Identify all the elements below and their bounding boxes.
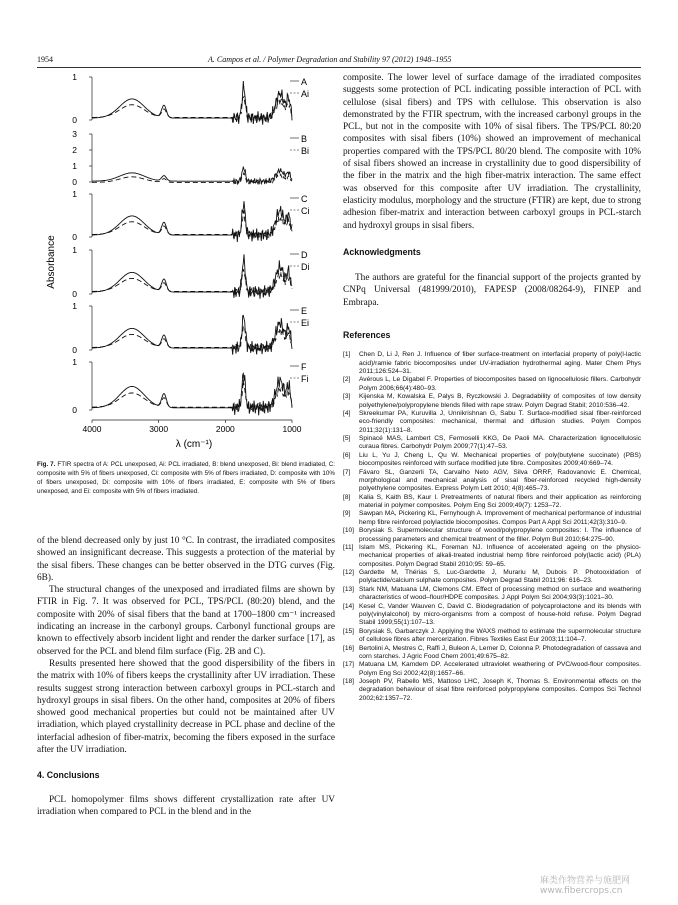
series-label: Fi — [301, 374, 309, 384]
reference-text: Islam MS, Pickering KL, Foreman NJ. Influence of accelerated ageing on the physico-mechanical properties of alkali-treated industrial hemp fibre reinforced poly(lactic acid) (PLA) composites. Polym Degrad Stabil 2010;95: 59–65. — [359, 544, 641, 568]
series-label: E — [301, 306, 308, 316]
reference-item — [343, 469, 641, 494]
y-tick-label: 1 — [72, 189, 77, 199]
header-rule — [37, 67, 641, 68]
paragraph: Results presented here showed that the good dispersibility of the fibers in the matrix with 10% of fibers keeps the crystallinity after UV irradiation. These results suggest strong interaction between carboxyl groups in PCL-starch and hydroxyl groups in sisal fibers. On the other hand, composites at 20% of fibers showed good mechanical properties but could not be maintained after UV irradiation, which played crystallinity decrease in PCL phase and decline of the interfacial adhesion of fiber-matrix, becoming the fibers exposed in the surface after the UV irradiation. — [37, 658, 335, 756]
series-label: A — [301, 77, 308, 87]
reference-text: Avérous L, Le Digabel F. Properties of biocomposites based on lignocellulosic fillers. Carbohydr Polym 2006;66(4):480–93. — [359, 376, 641, 392]
reference-item — [343, 569, 641, 586]
y-tick-label: 0 — [72, 177, 77, 187]
reference-item — [343, 527, 641, 544]
ftir-panel — [72, 301, 309, 355]
reference-text: Fávaro SL, Ganzerli TA, Carvalho Neto AGV, Silva ORRF, Radovanovic E. Chemical, morphological and mechanical analysis of sisal fiber-reinforced recycled high-density polyethylene composites. Express Polym Lett 2010; 4(8):465–73. — [359, 468, 641, 493]
paragraph: The structural changes of the unexposed and irradiated films are shown by FTIR in Fig. 7. It was observed for PCL, TPS/PCL (80:20) blend, and the composite with 20% of sisal fibers that the band at 1700–1800 cm⁻¹ increased indicating an increase in the carbonyl groups. Carbonyl functional groups are known to effectively absorb incident light and render the darker surface [17], as observed for the PCL and blend film surface (Fig. 2B and C). — [37, 585, 335, 657]
ack-heading: Acknowledgments — [343, 246, 421, 257]
reference-item — [343, 510, 641, 527]
reference-number: [14] — [343, 602, 354, 610]
reference-number: [3] — [343, 393, 351, 401]
y-tick-label: 1 — [72, 357, 77, 367]
spectrum-irradiated — [92, 173, 292, 184]
series-label: Bi — [301, 146, 310, 156]
ftir-figure — [37, 72, 337, 452]
y-tick-label: 1 — [72, 161, 77, 171]
reference-text: Gardette M, Thérias S, Luc-Gardette J, Murariu M, Dubois P. Photooxidation of polylactide/calcium sulphate composites. Polym Degrad Stabil 2011;96: 616–23. — [359, 569, 641, 585]
reference-number: [12] — [343, 569, 354, 577]
x-tick-label: 4000 — [82, 424, 102, 434]
ack-paragraph: The authors are grateful for the financial support of the projects granted by CNPq Universal (481999/2010), FAPESP (2008/08264-9), FINEP and Embrapa. — [343, 273, 641, 308]
ftir-panel — [72, 129, 309, 187]
y-tick-label: 3 — [72, 129, 77, 139]
reference-item — [343, 452, 641, 469]
reference-text: Borysiak S, Garbarczyk J. Applying the WAXS method to estimate the supermolecular structure of cellulose fibres after mercerization. Fibres Textiles East Eur 2003;11:104–7. — [359, 627, 641, 644]
x-tick-label: 1000 — [282, 424, 302, 434]
series-label: Ci — [301, 206, 310, 216]
reference-number: [17] — [343, 661, 354, 669]
reference-text: Liu L, Yu J, Cheng L, Qu W. Mechanical properties of poly(butylene succinate) (PBS) biocomposites reinforced with surface modified jute fibre. Composites 2009;40:669–74. — [359, 451, 641, 468]
ftir-panel — [72, 245, 309, 299]
reference-text: Kijenska M, Kowalska E, Palys B, Ryczkowski J. Degradability of composites of low density polyethylene/polypropylene blends filled with rape straw. Polym Degrad Stabil; 2010:536–42. — [359, 393, 641, 409]
reference-number: [2] — [343, 376, 351, 384]
series-label: Ai — [301, 89, 310, 99]
ftir-panels — [72, 72, 309, 415]
reference-text: Kalia S, Kaith BS, Kaur I. Pretreatments of natural fibers and their application as reinforcing material in polymer composites. Polym Eng Sci 2009;49(7): 1253–72. — [359, 493, 641, 509]
reference-text: Joseph PV, Rabello MS, Mattoso LHC, Joseph K, Thomas S. Environmental effects on the degradation behaviour of sisal fibre reinforced polypropylene composites. Compos Sci Technol 2002;62:1357–72. — [359, 678, 641, 702]
reference-number: [6] — [343, 451, 351, 459]
reference-item — [343, 678, 641, 703]
reference-number: [7] — [343, 468, 351, 476]
reference-text: Stark NM, Matuana LM, Clemons CM. Effect of processing method on surface and weathering characteristics of wood–flour/HDPE composites. J Appl Polym Sci 2004;93(3):1021–30. — [359, 585, 641, 602]
reference-item — [343, 603, 641, 628]
figure-caption — [37, 460, 335, 496]
series-label: C — [301, 194, 308, 204]
reference-item — [343, 351, 641, 376]
y-tick-label: 1 — [72, 245, 77, 255]
caption-label: Fig. 7. — [37, 461, 56, 468]
reference-item — [343, 645, 641, 662]
spectrum-unexposed — [92, 374, 292, 416]
paragraph: PCL homopolymer films shows different crystallization rate after UV irradiation when compared to PCL in the blend and in the — [37, 794, 335, 817]
reference-number: [13] — [343, 585, 354, 593]
page-number: 1954 — [37, 55, 53, 64]
reference-item — [343, 376, 641, 393]
reference-text: Borysiak S. Supermolecular structure of wood/polypropylene composites: I. The influence of processing parameters and chemical treatment of the filler. Polym Bull 2010;64:275–90. — [359, 527, 641, 543]
caption-text: FTIR spectra of A: PCL unexposed, Ai: PCL irradiated, B: blend unexposed, Bi: blend irradiated, C: composite with 5% of fibers unexposed, Ci: composite with 5% of fibers irradiated, D: composite with 10% of fibers unexposed, Di: composite with 10% of fibers irradiated, E: composite with 5% of fibers unexposed, and Ei: composite with 5% of fibers irradiated. — [37, 461, 335, 495]
reference-text: Bertolini A, Mestres C, Raffi J, Buleon A, Lerner D, Colonna P. Photodegradation of cassava and corn starches. J Agric Food Chem 2001;49:675–82. — [359, 644, 641, 660]
reference-number: [15] — [343, 627, 354, 635]
reference-item — [343, 435, 641, 452]
reference-item — [343, 393, 641, 410]
reference-list — [343, 351, 641, 703]
reference-text: Matuana LM, Kamdem DP. Accelerated ultraviolet weathering of PVC/wood-flour composites. Polym Eng Sci 2002;42(8):1657–66. — [359, 661, 641, 677]
reference-number: [10] — [343, 527, 354, 535]
x-axis — [83, 420, 302, 434]
y-tick-label: 0 — [72, 405, 77, 415]
reference-number: [1] — [343, 351, 351, 359]
y-axis-label: Absorbance — [46, 235, 57, 289]
y-tick-label: 2 — [72, 145, 77, 155]
y-tick-label: 0 — [72, 289, 77, 299]
y-tick-label: 0 — [72, 345, 77, 355]
reference-number: [9] — [343, 510, 351, 518]
reference-text: Chen D, Li J, Ren J. Influence of fiber surface-treatment on interfacial property of poly(l-lactic acid)/ramie fabric biocomposites under UV-irradiation hydrothermal aging. Mater Chem Phys 2011;126:524–31. — [359, 351, 641, 375]
paragraph: of the blend decreased only by just 10 °C. In contrast, the irradiated composites showed an insignificant decrease. This suggests a protection of the material by the sisal fibers. These changes can be better observed in the DTG curves (Fig. 6B). — [37, 536, 335, 583]
reference-number: [16] — [343, 644, 354, 652]
paragraph: composite. The lower level of surface damage of the irradiated composites suggests some protection of PCL indicating possible interaction of PCL with cellulose (sisal fibers) and TPS with cellulose. This observation is also demonstrated by the FTIR spectrum, with the increased carbonyl groups in the PCL, but not in the composite with 10% of sisal fibers. The TPS/PCL 80:20 composites with sisal fibers (10%) showed an improvement of mechanical properties compared with the TPS/PCL 80/20 blend. The composite with 10% of sisal fibers showed an increase in crystallinity due to good dispersibility of the fiber in the matrix and the high fiber-matrix interaction. The same effect was observed for this composite after UV irradiation. The crystallinity, elasticity modulus, morphology and the structure (FTIR) are kept, due to strong adhesion fiber-matrix and interaction between carboxyl groups in PCL-starch and hydroxyl groups in sisal fibers. — [343, 73, 641, 231]
reference-item — [343, 628, 641, 645]
spectrum-irradiated — [92, 269, 292, 295]
right-column — [343, 72, 641, 703]
reference-text: Kesel C, Vander Wauven C, David C. Biodegradation of polycaprolactone and its blends with poly(vinylalcohol) by micro-organisms from a compost of house-hold refuse. Polym Degrad Stabil 1999;55(1):107–13. — [359, 602, 641, 627]
reference-item — [343, 410, 641, 435]
x-axis-label: λ (cm⁻¹) — [175, 439, 213, 450]
reference-item — [343, 494, 641, 511]
x-tick-label: 3000 — [149, 424, 169, 434]
series-label: Di — [301, 262, 310, 272]
reference-item — [343, 586, 641, 603]
reference-number: [18] — [343, 678, 354, 686]
spectrum-unexposed — [92, 315, 292, 354]
series-label: B — [301, 134, 308, 144]
ftir-panel — [72, 72, 309, 125]
series-label: D — [301, 250, 308, 260]
reference-number: [4] — [343, 409, 351, 417]
series-label: F — [301, 362, 307, 372]
section-heading: 4. Conclusions — [37, 770, 100, 781]
reference-text: Skreekumar PA, Kuruvilla J, Unnikrishnan G, Sabu T. Surface-modified sisal fiber-reinforced eco-friendly composites: mechanical, thermal and diffusion studies. Polym Compos 2011;32(1):131–8. — [359, 409, 641, 434]
y-tick-label: 1 — [72, 72, 77, 82]
y-tick-label: 1 — [72, 301, 77, 311]
spectrum-unexposed — [92, 201, 292, 242]
watermark: 麻类作物营养与施肥网 www.fibercrops.cn — [540, 876, 631, 896]
series-label: Ei — [301, 318, 310, 328]
ftir-panel — [72, 357, 308, 415]
reference-item — [343, 544, 641, 569]
left-column — [37, 535, 335, 818]
reference-item — [343, 661, 641, 678]
reference-number: [11] — [343, 544, 354, 552]
reference-number: [8] — [343, 493, 351, 501]
y-tick-label: 0 — [72, 115, 77, 125]
spectrum-unexposed — [92, 254, 292, 298]
spectrum-irradiated — [92, 380, 292, 411]
reference-text: Sawpan MA, Pickering KL, Fernyhough A. Improvement of mechanical performance of industrial hemp fibre reinforced polylactide biocomposites. Compos Part A Appl Sci 2011;42(3):310–9. — [359, 510, 641, 526]
running-title: A. Campos et al. / Polymer Degradation and Stability 97 (2012) 1948–1955 — [208, 55, 452, 64]
x-tick-label: 2000 — [215, 424, 235, 434]
references-heading: References — [343, 330, 391, 341]
ftir-panel — [72, 189, 309, 242]
reference-number: [5] — [343, 435, 351, 443]
y-tick-label: 0 — [72, 232, 77, 242]
reference-text: Spinacé MAS, Lambert CS, Fermoselli KKG, De Paoli MA. Characterization lignocellulosic curaua fibres. Carbohydr Polym 2009;77(1):47–53. — [359, 435, 641, 451]
